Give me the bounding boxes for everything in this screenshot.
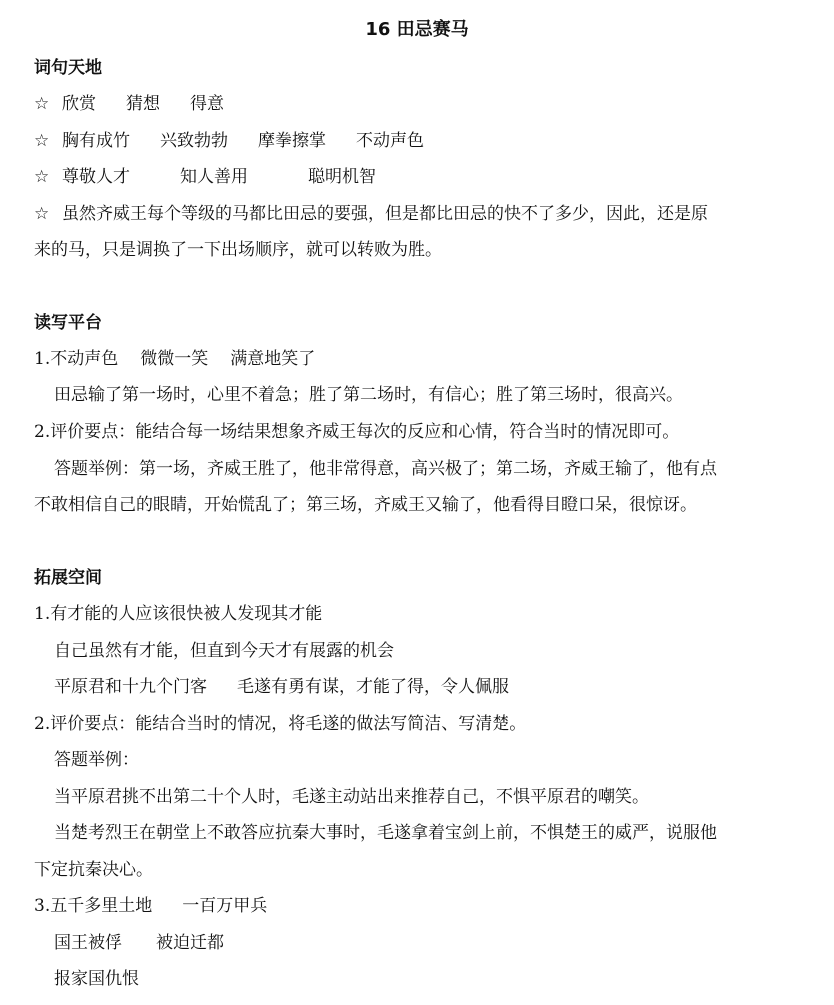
section-heading-duxie: 读写平台 bbox=[34, 313, 102, 333]
word: 胸有成竹 bbox=[62, 131, 130, 151]
tuozhan-item-1 bbox=[34, 601, 322, 627]
star-icon: ☆ bbox=[34, 131, 50, 151]
paragraph-text: 评价要点：能结合每一场结果想象齐威王每次的反应和心情，符合当时的情况即可。 bbox=[50, 422, 680, 442]
ciju-row-4-cont: 来的马，只是调换了一下出场顺序，就可以转败为胜。 bbox=[34, 240, 442, 260]
word: 平原君和十九个门客 bbox=[54, 677, 207, 697]
word: 兴致勃勃 bbox=[160, 131, 228, 151]
duxie-item-2 bbox=[34, 419, 679, 445]
duxie-item-1 bbox=[34, 346, 315, 372]
star-icon: ☆ bbox=[34, 167, 50, 187]
section-heading-tuozhan: 拓展空间 bbox=[34, 568, 102, 588]
tuozhan-item-2-example-2-cont: 下定抗秦决心。 bbox=[34, 860, 153, 880]
word: 一百万甲兵 bbox=[182, 896, 268, 916]
word: 五千多里土地 bbox=[50, 896, 153, 916]
word: 尊敬人才 bbox=[62, 167, 130, 187]
word: 欣赏 bbox=[62, 94, 96, 114]
ciju-row-2 bbox=[34, 128, 424, 154]
item-number: 2. bbox=[34, 714, 51, 734]
word: 知人善用 bbox=[180, 167, 248, 187]
ciju-row-4 bbox=[34, 201, 708, 227]
paragraph-text: 虽然齐威王每个等级的马都比田忌的要强，但是都比田忌的快不了多少，因此，还是原 bbox=[62, 204, 708, 224]
item-number: 1. bbox=[34, 349, 51, 369]
star-icon: ☆ bbox=[34, 94, 50, 114]
word: 毛遂有勇有谋，才能了得，令人佩服 bbox=[237, 677, 509, 697]
word: 得意 bbox=[190, 94, 224, 114]
tuozhan-item-3-c: 报家国仇恨 bbox=[54, 969, 139, 989]
item-number: 2. bbox=[34, 422, 51, 442]
tuozhan-item-3-b bbox=[54, 930, 224, 956]
duxie-item-2-example-cont: 不敢相信自己的眼睛，开始慌乱了；第三场，齐威王又输了，他看得目瞪口呆，很惊讶。 bbox=[34, 495, 697, 515]
word: 不动声色 bbox=[356, 131, 424, 151]
word: 国王被俘 bbox=[54, 933, 122, 953]
tuozhan-item-1-c bbox=[54, 674, 509, 700]
word: 微微一笑 bbox=[140, 349, 209, 369]
word: 被迫迁都 bbox=[156, 933, 224, 953]
word: 不动声色 bbox=[50, 349, 119, 369]
page-title: 16 田忌赛马 bbox=[365, 19, 469, 40]
word: 满意地笑了 bbox=[230, 349, 316, 369]
tuozhan-item-2-example-1: 当平原君挑不出第二十个人时，毛遂主动站出来推荐自己，不惧平原君的嘲笑。 bbox=[54, 787, 649, 807]
tuozhan-item-2 bbox=[34, 711, 526, 737]
tuozhan-item-3 bbox=[34, 893, 267, 919]
star-icon: ☆ bbox=[34, 204, 50, 224]
tuozhan-item-2-example-2: 当楚考烈王在朝堂上不敢答应抗秦大事时，毛遂拿着宝剑上前，不惧楚王的威严，说服他 bbox=[54, 823, 717, 843]
word: 猜想 bbox=[126, 94, 160, 114]
duxie-item-2-example: 答题举例：第一场，齐威王胜了，他非常得意，高兴极了；第二场，齐威王输了，他有点 bbox=[54, 459, 717, 479]
ciju-row-3 bbox=[34, 164, 376, 190]
item-number: 1. bbox=[34, 604, 51, 624]
tuozhan-item-1-b: 自己虽然有才能，但直到今天才有展露的机会 bbox=[54, 641, 394, 661]
paragraph-text: 评价要点：能结合当时的情况，将毛遂的做法写简洁、写清楚。 bbox=[50, 714, 527, 734]
tuozhan-item-2-label: 答题举例： bbox=[54, 750, 139, 770]
paragraph-text: 有才能的人应该很快被人发现其才能 bbox=[50, 604, 323, 624]
word: 聪明机智 bbox=[308, 167, 376, 187]
ciju-row-1 bbox=[34, 91, 224, 117]
section-heading-ciju: 词句天地 bbox=[34, 58, 102, 78]
word: 摩拳擦掌 bbox=[258, 131, 326, 151]
duxie-item-1-detail: 田忌输了第一场时，心里不着急；胜了第二场时，有信心；胜了第三场时，很高兴。 bbox=[54, 385, 683, 405]
item-number: 3. bbox=[34, 896, 51, 916]
